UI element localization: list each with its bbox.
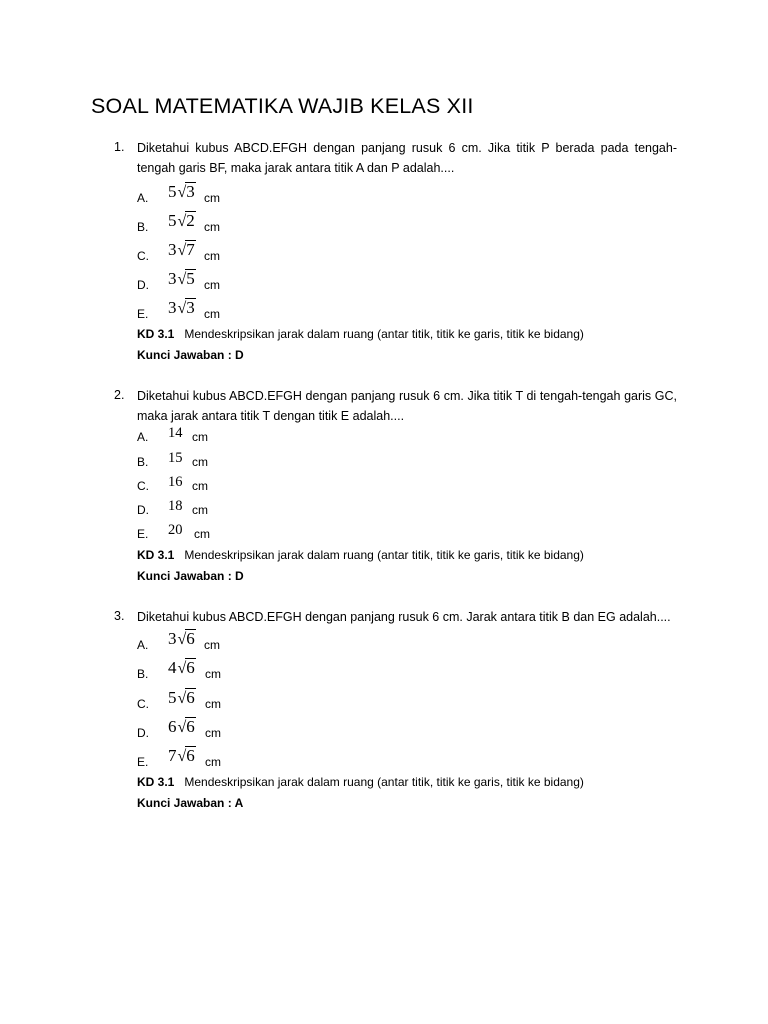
competency-label: KD 3.1 [137, 548, 175, 562]
radicand: 3 [186, 182, 195, 201]
option-2c [0, 474, 768, 498]
root-expression [168, 298, 196, 318]
option-letter: E. [137, 755, 149, 769]
sqrt-icon: √ [177, 748, 187, 765]
page-title: SOAL MATEMATIKA WAJIB KELAS XII [91, 94, 474, 118]
option-2b [0, 450, 768, 474]
option-letter: B. [137, 220, 149, 234]
option-1b [0, 211, 768, 235]
option-unit: cm [205, 726, 221, 740]
coefficient: 5 [168, 182, 177, 201]
option-unit: cm [204, 191, 220, 205]
coefficient: 7 [168, 746, 177, 765]
root-expression [168, 269, 196, 289]
option-unit: cm [194, 527, 210, 541]
question-text: Diketahui kubus ABCD.EFGH dengan panjang rusuk 6 cm. Jika titik T di tengah-tengah garis GC, maka jarak antara titik T dengan titik E adalah.... [137, 389, 677, 423]
option-3b [0, 658, 768, 682]
coefficient: 5 [168, 211, 177, 230]
option-2e [0, 522, 768, 546]
radicand: 6 [186, 746, 195, 765]
option-unit: cm [205, 667, 221, 681]
option-2a [0, 425, 768, 449]
option-unit: cm [204, 278, 220, 292]
sqrt-icon: √ [177, 719, 187, 736]
sqrt-icon: √ [177, 660, 187, 677]
radicand: 6 [186, 688, 195, 707]
competency-label: KD 3.1 [137, 775, 175, 789]
root-expression [168, 658, 196, 678]
option-letter: C. [137, 697, 149, 711]
option-unit: cm [192, 503, 208, 517]
option-letter: B. [137, 667, 149, 681]
radicand: 3 [186, 298, 195, 317]
coefficient: 6 [168, 717, 177, 736]
option-letter: D. [137, 726, 149, 740]
sqrt-icon: √ [177, 631, 187, 648]
root-expression [168, 717, 196, 737]
competency-text: Mendeskripsikan jarak dalam ruang (antar titik, titik ke garis, titik ke bidang) [184, 548, 584, 562]
root-expression [168, 746, 196, 766]
option-unit: cm [204, 220, 220, 234]
option-unit: cm [205, 697, 221, 711]
coefficient: 3 [168, 240, 177, 259]
coefficient: 4 [168, 658, 177, 677]
sqrt-icon: √ [177, 271, 187, 288]
option-3a [0, 629, 768, 653]
answer-key: Kunci Jawaban : D [137, 348, 244, 362]
coefficient: 5 [168, 688, 177, 707]
radicand: 6 [186, 717, 195, 736]
root-expression [168, 688, 196, 708]
option-letter: B. [137, 455, 149, 469]
coefficient: 3 [168, 269, 177, 288]
competency-text: Mendeskripsikan jarak dalam ruang (antar titik, titik ke garis, titik ke bidang) [184, 327, 584, 341]
option-2d [0, 498, 768, 522]
root-expression [168, 182, 196, 202]
option-3d [0, 717, 768, 741]
question-number: 2. [114, 388, 125, 402]
sqrt-icon: √ [177, 300, 187, 317]
radicand: 7 [186, 240, 195, 259]
option-value: 16 [168, 474, 183, 490]
root-expression [168, 211, 196, 231]
sqrt-icon: √ [177, 690, 187, 707]
option-letter: D. [137, 278, 149, 292]
radicand: 6 [186, 658, 195, 677]
option-value: 20 [168, 522, 183, 538]
option-1d [0, 269, 768, 293]
option-letter: C. [137, 479, 149, 493]
option-unit: cm [204, 249, 220, 263]
option-unit: cm [192, 479, 208, 493]
answer-key: Kunci Jawaban : D [137, 569, 244, 583]
competency-line [137, 548, 584, 562]
question-text: Diketahui kubus ABCD.EFGH dengan panjang rusuk 6 cm. Jika titik P berada pada tengah-tengah garis BF, maka jarak antara titik A dan P adalah.... [137, 141, 677, 175]
competency-text: Mendeskripsikan jarak dalam ruang (antar titik, titik ke garis, titik ke bidang) [184, 775, 584, 789]
option-value: 14 [168, 425, 183, 441]
option-letter: D. [137, 503, 149, 517]
option-unit: cm [192, 455, 208, 469]
competency-label: KD 3.1 [137, 327, 175, 341]
option-letter: A. [137, 191, 149, 205]
question-number: 1. [114, 140, 125, 154]
option-1a [0, 182, 768, 206]
option-letter: E. [137, 527, 149, 541]
option-3e [0, 746, 768, 770]
question-text: Diketahui kubus ABCD.EFGH dengan panjang rusuk 6 cm. Jarak antara titik B dan EG adalah.... [137, 610, 671, 624]
option-value: 18 [168, 498, 183, 514]
radicand: 5 [186, 269, 195, 288]
coefficient: 3 [168, 629, 177, 648]
radicand: 6 [186, 629, 195, 648]
option-letter: A. [137, 430, 149, 444]
option-letter: C. [137, 249, 149, 263]
option-1e [0, 298, 768, 322]
sqrt-icon: √ [177, 213, 187, 230]
root-expression [168, 240, 196, 260]
competency-line [137, 327, 584, 341]
root-expression [168, 629, 196, 649]
coefficient: 3 [168, 298, 177, 317]
option-value: 15 [168, 450, 183, 466]
option-unit: cm [192, 430, 208, 444]
option-letter: A. [137, 638, 149, 652]
competency-line [137, 775, 584, 789]
answer-key: Kunci Jawaban : A [137, 796, 244, 810]
question-number: 3. [114, 609, 125, 623]
option-unit: cm [204, 307, 220, 321]
sqrt-icon: √ [177, 184, 187, 201]
radicand: 2 [186, 211, 195, 230]
option-unit: cm [205, 755, 221, 769]
option-3c [0, 688, 768, 712]
sqrt-icon: √ [177, 242, 187, 259]
option-1c [0, 240, 768, 264]
option-unit: cm [204, 638, 220, 652]
option-letter: E. [137, 307, 149, 321]
